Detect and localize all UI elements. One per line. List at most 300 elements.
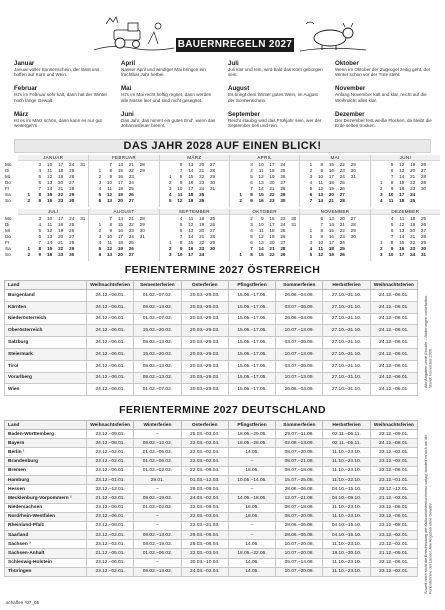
day-cell: 13	[47, 180, 53, 185]
day-cell	[346, 198, 357, 204]
day-cell: 3	[98, 234, 102, 239]
day-cell: 14	[328, 222, 334, 227]
day-cell	[146, 252, 157, 258]
day-cell: 2	[98, 228, 102, 233]
holiday-dates: –	[134, 521, 181, 530]
holiday-dates: 08.02.–13.02.	[134, 372, 181, 384]
day-cell	[427, 198, 438, 204]
day-cell: 26	[69, 174, 75, 179]
day-cell: 7	[109, 162, 113, 167]
day-cell: 22	[339, 162, 345, 167]
day-cell: 28	[280, 246, 286, 251]
bauernregel-text: Juli klar und rein, wird bald das Korn geborgen sein.	[228, 67, 323, 78]
bauernregel-item	[121, 111, 218, 136]
day-cell: 26	[209, 222, 216, 227]
holiday-dates: 22.03.–02.04.	[181, 439, 228, 448]
day-cell: 16	[188, 246, 194, 251]
day-cell: 1	[27, 192, 31, 197]
holiday-dates: 22.03.–03.04.	[181, 549, 228, 558]
holiday-dates: 23.12.–06.01.	[370, 466, 417, 475]
day-cell: 26	[128, 192, 134, 197]
holiday-dates: 04.10.–15.10.	[323, 521, 370, 530]
day-cell: 16	[47, 252, 53, 257]
day-cell: 10	[106, 180, 113, 185]
day-cell: 15	[258, 252, 264, 257]
holiday-dates: 01.02.–06.02.	[134, 448, 181, 457]
month-calendar	[370, 155, 440, 207]
holiday-dates: 29.03.–09.04.	[181, 485, 228, 494]
day-cell: 6	[38, 180, 42, 185]
bauernregel-month: März	[14, 110, 29, 118]
day-cell: 22	[58, 246, 64, 251]
holiday-dates: 24.12.–08.01.	[370, 439, 417, 448]
column-header: Osterferien	[181, 281, 228, 290]
day-cell: 7	[390, 234, 394, 239]
day-cell	[416, 198, 427, 204]
day-cell: 12	[47, 228, 53, 233]
day-cell: 17	[188, 186, 194, 191]
day-cell: 26	[69, 228, 75, 233]
day-cell: 4	[250, 228, 253, 233]
day-cell: 14	[258, 186, 264, 191]
day-cell: 9	[179, 246, 183, 251]
day-cell: 11	[188, 216, 194, 221]
holiday-dates: 23.12.–02.01.	[370, 448, 417, 457]
bauernregel-item	[121, 60, 218, 85]
day-cell: 22	[128, 222, 134, 227]
bauernregel-text: Nasser April und windiger Mai bringen ein fruchtbar Jahr herbei.	[121, 67, 206, 78]
day-cell: 30	[139, 228, 145, 233]
holiday-dates: 11.10.–23.10.	[323, 466, 370, 475]
day-cell: 31	[420, 252, 427, 257]
table-row	[5, 439, 418, 448]
day-cell: 7	[38, 240, 42, 245]
day-cell: 17	[269, 162, 275, 167]
holiday-dates: 23.12.–06.01.	[370, 512, 417, 521]
column-header: Semesterferien	[134, 281, 181, 290]
day-cell	[286, 252, 297, 258]
day-cell: 28	[420, 234, 427, 239]
holiday-dates: 15.07.–25.08.	[276, 475, 323, 484]
holiday-dates: 28.06.–06.08.	[276, 521, 323, 530]
day-cell: 16	[117, 228, 123, 233]
day-cell: 7	[250, 186, 253, 191]
bauernregel-item	[228, 60, 325, 85]
bauernregel-month: September	[228, 110, 260, 118]
holiday-dates: 01.02.–07.02.	[134, 290, 181, 302]
day-cell	[357, 252, 368, 258]
holiday-dates: 20.03.–29.03.	[181, 290, 228, 302]
month-calendar	[159, 209, 229, 261]
day-cell: 24	[69, 162, 75, 167]
day-cell: 8	[250, 252, 253, 257]
day-cell: 29	[420, 180, 427, 185]
column-header: Weihnachtsferien	[87, 421, 134, 430]
holiday-dates: 02.11.–05.11.	[323, 439, 370, 448]
holiday-dates: 03.07.–06.09.	[276, 360, 323, 372]
day-cell: 30	[280, 198, 286, 203]
day-cell: 14	[399, 234, 405, 239]
holiday-dates: 20.03.–29.03.	[181, 360, 228, 372]
holiday-dates: 23.12.–02.01.	[87, 540, 134, 549]
day-cell: 1	[309, 162, 313, 167]
day-cell: 21	[199, 234, 205, 239]
day-cell: 25	[339, 180, 345, 185]
holiday-dates: 02.08.–13.09.	[276, 439, 323, 448]
day-cell: 23	[199, 246, 205, 251]
table-row	[5, 448, 418, 457]
day-cell: 5	[179, 222, 183, 227]
day-cell: 30	[420, 246, 427, 251]
column-header: Land	[5, 281, 87, 290]
day-cell: 7	[320, 222, 324, 227]
day-cell: 19	[328, 186, 334, 191]
day-cell: 20	[58, 234, 64, 239]
bauernregel-item	[14, 85, 111, 110]
holiday-dates: 15.05.–17.05.	[228, 372, 275, 384]
weekday-label: Di	[5, 168, 10, 173]
day-cell: 7	[179, 168, 183, 173]
day-cell: 6	[320, 216, 324, 221]
holiday-dates: 15.05.–17.05.	[228, 384, 275, 396]
day-cell: 1	[239, 192, 242, 197]
bauernregel-item	[14, 60, 111, 85]
day-cell: 15	[47, 192, 53, 197]
holiday-dates: 20.03.–29.03.	[181, 325, 228, 337]
holiday-dates: 24.12.–06.01.	[370, 348, 417, 360]
month-name: MAI	[300, 155, 369, 161]
day-cell: 25	[420, 216, 427, 221]
day-cell: 20	[117, 198, 123, 203]
day-cell: 16	[328, 168, 334, 173]
day-cell: 8	[320, 162, 324, 167]
holiday-dates: 21.12.–02.01.	[370, 494, 417, 503]
day-cell: 11	[318, 246, 324, 251]
day-cell: 2	[379, 246, 383, 251]
bauernregel-month: Dezember	[335, 110, 365, 118]
day-cell: 2	[239, 198, 242, 203]
day-cell: 21	[410, 174, 416, 179]
day-cell: 27	[128, 198, 134, 203]
day-cell: 11	[107, 240, 113, 245]
day-cell: 27	[128, 252, 134, 257]
holiday-dates: 23.12.–09.01.	[370, 430, 417, 439]
holiday-dates: 23.12.–01.01.	[370, 475, 417, 484]
day-cell: 27	[69, 180, 75, 185]
holiday-dates: 04.10.–09.10.	[323, 494, 370, 503]
day-cell: 9	[179, 180, 183, 185]
holiday-dates: 08.07.–20.08.	[276, 448, 323, 457]
day-cell: 14	[188, 234, 194, 239]
day-cell: 2	[379, 186, 383, 191]
state-name: Burgenland	[5, 290, 87, 302]
holiday-dates: 11.10.–23.10.	[323, 567, 370, 576]
holiday-dates: 01.02.–06.02.	[134, 457, 181, 466]
holiday-dates: 24.12.–08.01.	[87, 439, 134, 448]
day-cell	[427, 252, 438, 258]
state-name: Berlin ¹	[5, 448, 87, 457]
day-cell: 4	[38, 222, 42, 227]
bauernregel-item	[228, 111, 325, 136]
austria-banner	[0, 262, 445, 278]
day-cell: 3	[379, 192, 383, 197]
holiday-dates: 04.10.–15.10.	[323, 485, 370, 494]
day-cell: 6	[179, 228, 183, 233]
holiday-dates: –	[134, 485, 181, 494]
day-cell: 27	[350, 216, 356, 221]
day-cell: 18	[269, 228, 275, 233]
day-cell: 21	[269, 186, 275, 191]
holiday-dates: 11.10.–23.10.	[323, 512, 370, 521]
day-cell: 4	[309, 246, 313, 251]
day-cell: 13	[258, 240, 264, 245]
table-row	[5, 475, 418, 484]
day-cell: 27	[339, 192, 345, 197]
table-row	[5, 558, 418, 567]
day-cell: 3	[250, 222, 253, 227]
calendar-row-2	[5, 209, 440, 261]
day-cell: 5	[250, 234, 253, 239]
month-calendar	[88, 155, 158, 207]
day-cell: 29	[350, 162, 356, 167]
weekday-label: Do	[5, 234, 11, 239]
day-cell: 6	[309, 192, 313, 197]
day-cell: 24	[339, 240, 345, 245]
state-name: Nordrhein-Westfalen	[5, 512, 87, 521]
day-cell: 16	[328, 234, 334, 239]
state-name: Salzburg	[5, 337, 87, 349]
holiday-dates: 08.02.–13.02.	[134, 567, 181, 576]
day-cell: 26	[420, 222, 427, 227]
day-cell: 5	[168, 198, 172, 203]
day-cell: 14	[47, 186, 53, 191]
table-row	[5, 301, 418, 313]
state-name: Sachsen-Anhalt	[5, 549, 87, 558]
day-cell: 15	[399, 180, 405, 185]
bauernregel-text: Der Dezember fest weiße Flocken, da bleibt die Erde selten trocken.	[335, 117, 432, 129]
table-row	[5, 430, 418, 439]
holiday-dates: 15.05.–17.05.	[228, 325, 275, 337]
day-cell: 17	[188, 252, 194, 257]
holiday-dates: 23.12.–06.01.	[87, 503, 134, 512]
day-cell: 18	[58, 222, 64, 227]
day-cell: 3	[98, 180, 102, 185]
table-row	[5, 313, 418, 325]
day-cell: 18	[188, 192, 194, 197]
holiday-dates: 23.12.–06.01.	[370, 558, 417, 567]
day-cell: 9	[390, 186, 394, 191]
holiday-dates: –	[228, 485, 275, 494]
holiday-dates: 24.12.–06.01.	[370, 290, 417, 302]
column-header: Pfingstferien	[228, 421, 275, 430]
holiday-dates: 15.05.–17.05.	[228, 301, 275, 313]
day-cell: 24	[199, 252, 205, 257]
day-cell: 3	[168, 252, 172, 257]
day-cell: 29	[69, 192, 75, 197]
day-cell	[216, 252, 227, 258]
day-cell: 5	[390, 222, 394, 227]
bauernregel-month: Januar	[14, 60, 35, 67]
germany-title: FERIENTERMINE 2027 DEUTSCHLAND	[119, 404, 326, 416]
holiday-dates: 11.10.–23.10.	[323, 503, 370, 512]
day-cell: 24	[199, 186, 205, 191]
day-cell: 11	[258, 168, 264, 173]
holiday-dates: –	[228, 521, 275, 530]
day-cell	[346, 252, 357, 258]
day-cell: 24	[410, 252, 416, 257]
holiday-dates: 27.10.–31.10.	[323, 325, 370, 337]
holiday-dates: 22.03.–06.04.	[181, 503, 228, 512]
day-cell: 8	[390, 240, 394, 245]
day-cell: 3	[309, 240, 313, 245]
day-cell: 15	[117, 222, 123, 227]
day-cell: 20	[410, 168, 416, 173]
germany-side-note: Soweit noch nicht die Entscheidung der Kultusministerkonferenz vorlag, handelt es sich um die Ferientermine der Länder. Alle Angaben ohne Gewähr.	[424, 434, 433, 594]
day-cell: 2	[168, 180, 172, 185]
day-cell: 26	[128, 246, 134, 251]
holiday-dates: 14.05.	[228, 567, 275, 576]
holiday-dates: 18.10.–30.10.	[323, 549, 370, 558]
day-cell: 29	[280, 252, 286, 257]
day-cell: 19	[269, 174, 275, 179]
day-cell: 31	[350, 174, 356, 179]
holiday-dates: 15.02.–20.02.	[134, 325, 181, 337]
bauernregel-text: Januar voller Sonnenschein, der lässt uns hoffen auf Korn und Wein.	[14, 67, 100, 78]
holiday-dates: 23.12.–02.01.	[87, 531, 134, 540]
day-cell: 21	[269, 246, 275, 251]
day-cell: 18	[117, 240, 123, 245]
holiday-dates: 27.10.–31.10.	[323, 372, 370, 384]
day-cell: 5	[98, 192, 102, 197]
day-cell: 10	[47, 216, 53, 221]
weekday-label: So	[5, 252, 11, 257]
day-cell: 30	[69, 252, 75, 257]
holiday-dates: 22.03.–02.04.	[181, 448, 228, 457]
day-cell: 4	[309, 180, 313, 185]
holiday-dates: 24.12.–06.01.	[370, 384, 417, 396]
day-cell: 24	[128, 180, 134, 185]
day-cell: 18	[328, 246, 334, 251]
day-cell	[357, 198, 368, 204]
day-cell: 6	[179, 162, 183, 167]
holiday-dates: 24.12.–06.01.	[87, 313, 134, 325]
holiday-dates: 08.02.–12.02.	[134, 439, 181, 448]
table-row	[5, 337, 418, 349]
day-cell: 1	[98, 168, 102, 173]
day-cell: 30	[209, 246, 216, 251]
month-name: OKTOBER	[230, 209, 299, 215]
holiday-dates: 23.12.–08.01.	[370, 521, 417, 530]
day-cell: 8	[38, 246, 42, 251]
bauernregel-text: Ist's im Mai recht heftig regnet, dann werden alle Nüsse leer und sind nicht gesegnet.	[121, 92, 212, 103]
day-cell: 31	[80, 162, 86, 167]
day-cell: 25	[209, 216, 216, 221]
day-cell: 1	[309, 228, 313, 233]
day-cell: 10	[177, 252, 183, 257]
day-cell: 27	[280, 180, 286, 185]
holiday-dates: 10.07.–13.09.	[276, 348, 323, 360]
bauernregel-item	[228, 85, 325, 110]
day-cell: 17	[117, 234, 123, 239]
holiday-dates: 27.10.–31.10.	[323, 360, 370, 372]
day-cell: 15	[399, 240, 405, 245]
day-cell	[75, 198, 86, 204]
day-cell: 10	[258, 222, 264, 227]
day-cell: 21	[410, 234, 416, 239]
day-cell: 18	[410, 216, 416, 221]
table-row	[5, 290, 418, 302]
day-cell: 27	[420, 168, 427, 173]
day-cell: 10	[106, 234, 113, 239]
day-cell: 28	[420, 174, 427, 179]
day-cell: 28	[139, 216, 145, 221]
month-calendar	[159, 155, 229, 207]
austria-side-note: Alle Angaben ohne Gewähr – Änderungen vorbehalten. Stand: November 2026	[424, 294, 433, 388]
month-name: MÄRZ	[160, 155, 229, 161]
day-cell: 10	[317, 240, 324, 245]
holiday-dates: 11.10.–23.10.	[323, 457, 370, 466]
month-calendar	[229, 209, 299, 261]
day-cell: 13	[328, 216, 334, 221]
day-cell	[146, 198, 157, 204]
table-row	[5, 485, 418, 494]
holiday-dates: 08.02.–13.02.	[134, 360, 181, 372]
holiday-dates: –	[134, 558, 181, 567]
day-cell: 14	[258, 246, 264, 251]
holiday-dates: –	[134, 430, 181, 439]
month-name: JANUAR	[18, 155, 88, 161]
day-cell: 2	[98, 174, 102, 179]
day-cell: 1	[239, 252, 242, 257]
day-cell: 27	[280, 240, 286, 245]
weekday-label: Mi	[5, 174, 10, 179]
day-cell: 13	[47, 234, 53, 239]
bauernregel-text: Wenn im Oktober der Zugvogel zeitig geht, der Winter schon vor der Türe steht.	[335, 67, 431, 78]
day-cell: 23	[128, 228, 134, 233]
bauernregel-month: November	[335, 85, 366, 93]
holiday-dates: 12.07.–21.08.	[276, 494, 323, 503]
day-cell: 28	[69, 240, 75, 245]
day-cell: 7	[309, 198, 313, 203]
holiday-dates: 18.05.–28.05.	[228, 439, 275, 448]
bauernregel-item	[335, 60, 432, 85]
day-cell: 3	[168, 186, 172, 191]
day-cell: 17	[58, 162, 64, 167]
day-cell: 19	[58, 174, 64, 179]
holiday-dates: 27.10.–31.10.	[323, 313, 370, 325]
holiday-dates: 18.05.	[228, 503, 275, 512]
day-cell: 26	[420, 162, 427, 167]
day-cell: 12	[399, 222, 405, 227]
holiday-dates: 24.12.–06.01.	[370, 372, 417, 384]
day-cell: 8	[38, 192, 42, 197]
day-cell: 5	[309, 186, 313, 191]
day-cell: 20	[199, 162, 205, 167]
holiday-dates: 28.06.–06.08.	[276, 531, 323, 540]
day-cell: 13	[258, 180, 264, 185]
table-row	[5, 384, 418, 396]
day-cell: 24	[339, 174, 345, 179]
day-cell: 2	[27, 252, 31, 257]
state-name: Thüringen	[5, 567, 87, 576]
holiday-dates: 23.12.–02.01.	[87, 448, 134, 457]
state-name: Rheinland-Pfalz	[5, 521, 87, 530]
day-cell: 19	[117, 246, 123, 251]
day-cell: 19	[410, 222, 416, 227]
day-cell: 18	[58, 168, 64, 173]
day-cell: 28	[280, 186, 286, 191]
day-cell: 19	[117, 192, 123, 197]
